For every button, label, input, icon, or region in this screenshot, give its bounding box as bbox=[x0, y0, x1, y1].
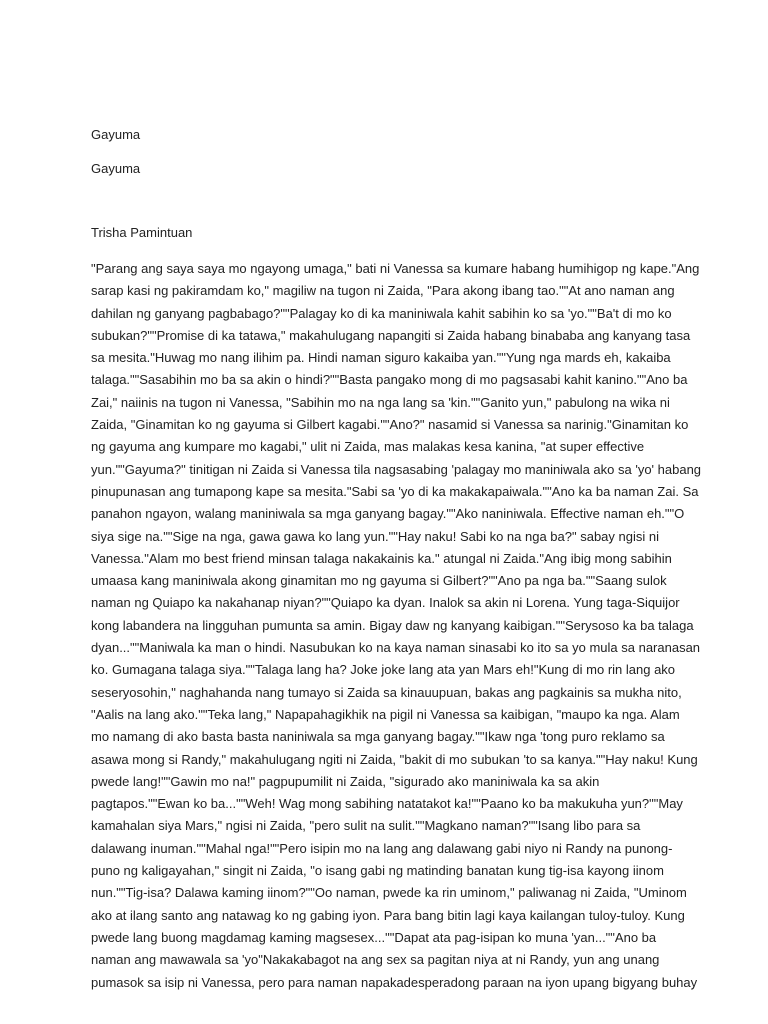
body-line: ng gayuma ang kumpare mo kagabi," ulit ni Zaida, mas malakas kesa kanina, "at super effective bbox=[91, 439, 645, 455]
body-line: ko. Gumagana talaga siya.""Talaga lang ha? Joke joke lang ata yan Mars eh!"Kung di mo rin lang ako bbox=[91, 662, 676, 678]
body-line: panahon ngayon, walang maniniwala sa mga ganyang bagay.""Ako naniniwala. Effective naman eh.""O bbox=[91, 506, 685, 522]
story-body bbox=[91, 258, 702, 994]
body-line: pumasok sa isip ni Vanessa, pero para naman napakadesperadong paraan na iyon upang bigyang buhay bbox=[91, 974, 698, 990]
body-line: ako at ilang santo ang natawag ko ng gabing iyon. Para bang bitin lagi kaya kailangan tuloy-tuloy. Kung bbox=[91, 907, 685, 923]
body-line: dyan...""Maniwala ka man o hindi. Nasubukan ko na kaya naman sinasabi ko ito sa yo mula sa naranasan bbox=[91, 640, 701, 656]
body-line: Vanessa."Alam mo best friend minsan talaga nakakainis ka." atungal ni Zaida."Ang ibig mong sabihin bbox=[91, 550, 672, 566]
body-line: Zai," naiinis na tugon ni Vanessa, "Sabihin mo na nga lang sa 'kin.""Ganito yun," pabulong na wika ni bbox=[91, 394, 670, 410]
body-line: subukan?""Promise di ka tatawa," makahulugang napangiti si Zaida habang binababa ang kanyang tasa bbox=[91, 327, 691, 343]
body-line: pagtapos.""Ewan ko ba...""Weh! Wag mong sabihing natatakot ka!""Paano ko ba makukuha yun?""May bbox=[91, 796, 683, 812]
body-line: nun.""Tig-isa? Dalawa kaming iinom?""Oo naman, pwede ka rin uminom," paliwanag ni Zaida, "Uminom bbox=[91, 885, 687, 901]
body-line: sa mesita."Huwag mo nang ilihim pa. Hindi naman siguro kakaiba yan.""Yung nga mards eh, kakaiba bbox=[91, 350, 671, 366]
body-line: pwede lang buong magdamag kaming magsesex...""Dapat ata pag-isipan ko muna 'yan...""Ano ba bbox=[91, 929, 657, 945]
author-name: Trisha Pamintuan bbox=[91, 225, 193, 240]
body-line: mo namang di ako basta basta naniniwala sa mga ganyang bagay.""Ikaw nga 'tong puro reklamo sa bbox=[91, 729, 665, 745]
body-line: yun.""Gayuma?" tinitigan ni Zaida si Vanessa tila nagsasabing 'palagay mo maniniwala ako sa 'yo' habang bbox=[91, 461, 702, 477]
body-line: naman ang mawawala sa 'yo"Nakakabagot na ang sex sa pagitan niya at ni Randy, yun ang unang bbox=[91, 952, 660, 968]
body-line: Zaida, "Ginamitan ko ng gayuma si Gilbert kagabi.""Ano?" nasamid si Vanessa sa narinig."Ginamitan ko bbox=[91, 417, 689, 433]
body-line: pinupunasan ang tumapong kape sa mesita."Sabi sa 'yo di ka makakapaiwala.""Ano ka ba naman Zai. Sa bbox=[91, 483, 699, 499]
body-line: siya sige na.""Sige na nga, gawa gawa ko lang yun.""Hay naku! Sabi ko na nga ba?" sabay ngisi ni bbox=[91, 528, 659, 544]
body-line: naman ng Quiapo ka nakahanap niyan?""Quiapo ka dyan. Inalok sa akin ni Lorena. Yung taga-Siquijor bbox=[91, 595, 680, 611]
body-line: kong labandera na lingguhan pumunta sa amin. Bigay daw ng kanyang kaibigan.""Serysoso ka ba talaga bbox=[91, 617, 694, 633]
body-line: kamahalan siya Mars," ngisi ni Zaida, "pero sulit na sulit.""Magkano naman?""Isang libo para sa bbox=[91, 818, 641, 834]
body-line: "Parang ang saya saya mo ngayong umaga," bati ni Vanessa sa kumare habang humihigop ng kape."Ang bbox=[91, 261, 700, 276]
body-line: umaasa kang maniniwala akong ginamitan mo ng gayuma si Gilbert?""Ano pa nga ba.""Saang sulok bbox=[91, 573, 667, 589]
body-line: dalawang inuman.""Mahal nga!""Pero isipin mo na lang ang dalawang gabi niyo ni Randy na punong- bbox=[91, 840, 673, 856]
body-line: seseryosohin," naghahanda nang tumayo si Zaida sa kinauupuan, bakas ang pagkainis sa mukha nito, bbox=[91, 684, 682, 700]
body-line: talaga.""Sasabihin mo ba sa akin o hindi?""Basta pangako mong di mo pagsasabi kahit kanino.""Ano ba bbox=[91, 372, 688, 388]
body-line: "Aalis na lang ako.""Teka lang," Napapahagikhik na pigil ni Vanessa sa kaibigan, "maupo ka nga. Alam bbox=[91, 706, 680, 722]
body-line: sarap kasi ng pakiramdam ko," magiliw na tugon ni Zaida, "Para akong ibang tao.""At ano naman ang bbox=[91, 283, 675, 299]
body-line: puno ng kaligayahan," singit ni Zaida, "o isang gabi ng matinding banatan kung tig-isa kayong iinom bbox=[91, 863, 664, 879]
body-line: dahilan ng ganyang pagbabago?""Palagay ko di ka maniniwala kahit sabihin ko sa 'yo.""Ba't di mo ko bbox=[91, 305, 672, 321]
body-line: pwede lang!""Gawin mo na!" pagpupumilit ni Zaida, "sigurado ako maniniwala ka sa akin bbox=[91, 773, 600, 789]
document-subtitle: Gayuma bbox=[91, 161, 141, 176]
document-title: Gayuma bbox=[91, 127, 141, 142]
body-line: asawa mong si Randy," makahulugang ngiti ni Zaida, "bakit di mo subukan 'to sa kanya.""Hay naku! Kung bbox=[91, 751, 698, 767]
